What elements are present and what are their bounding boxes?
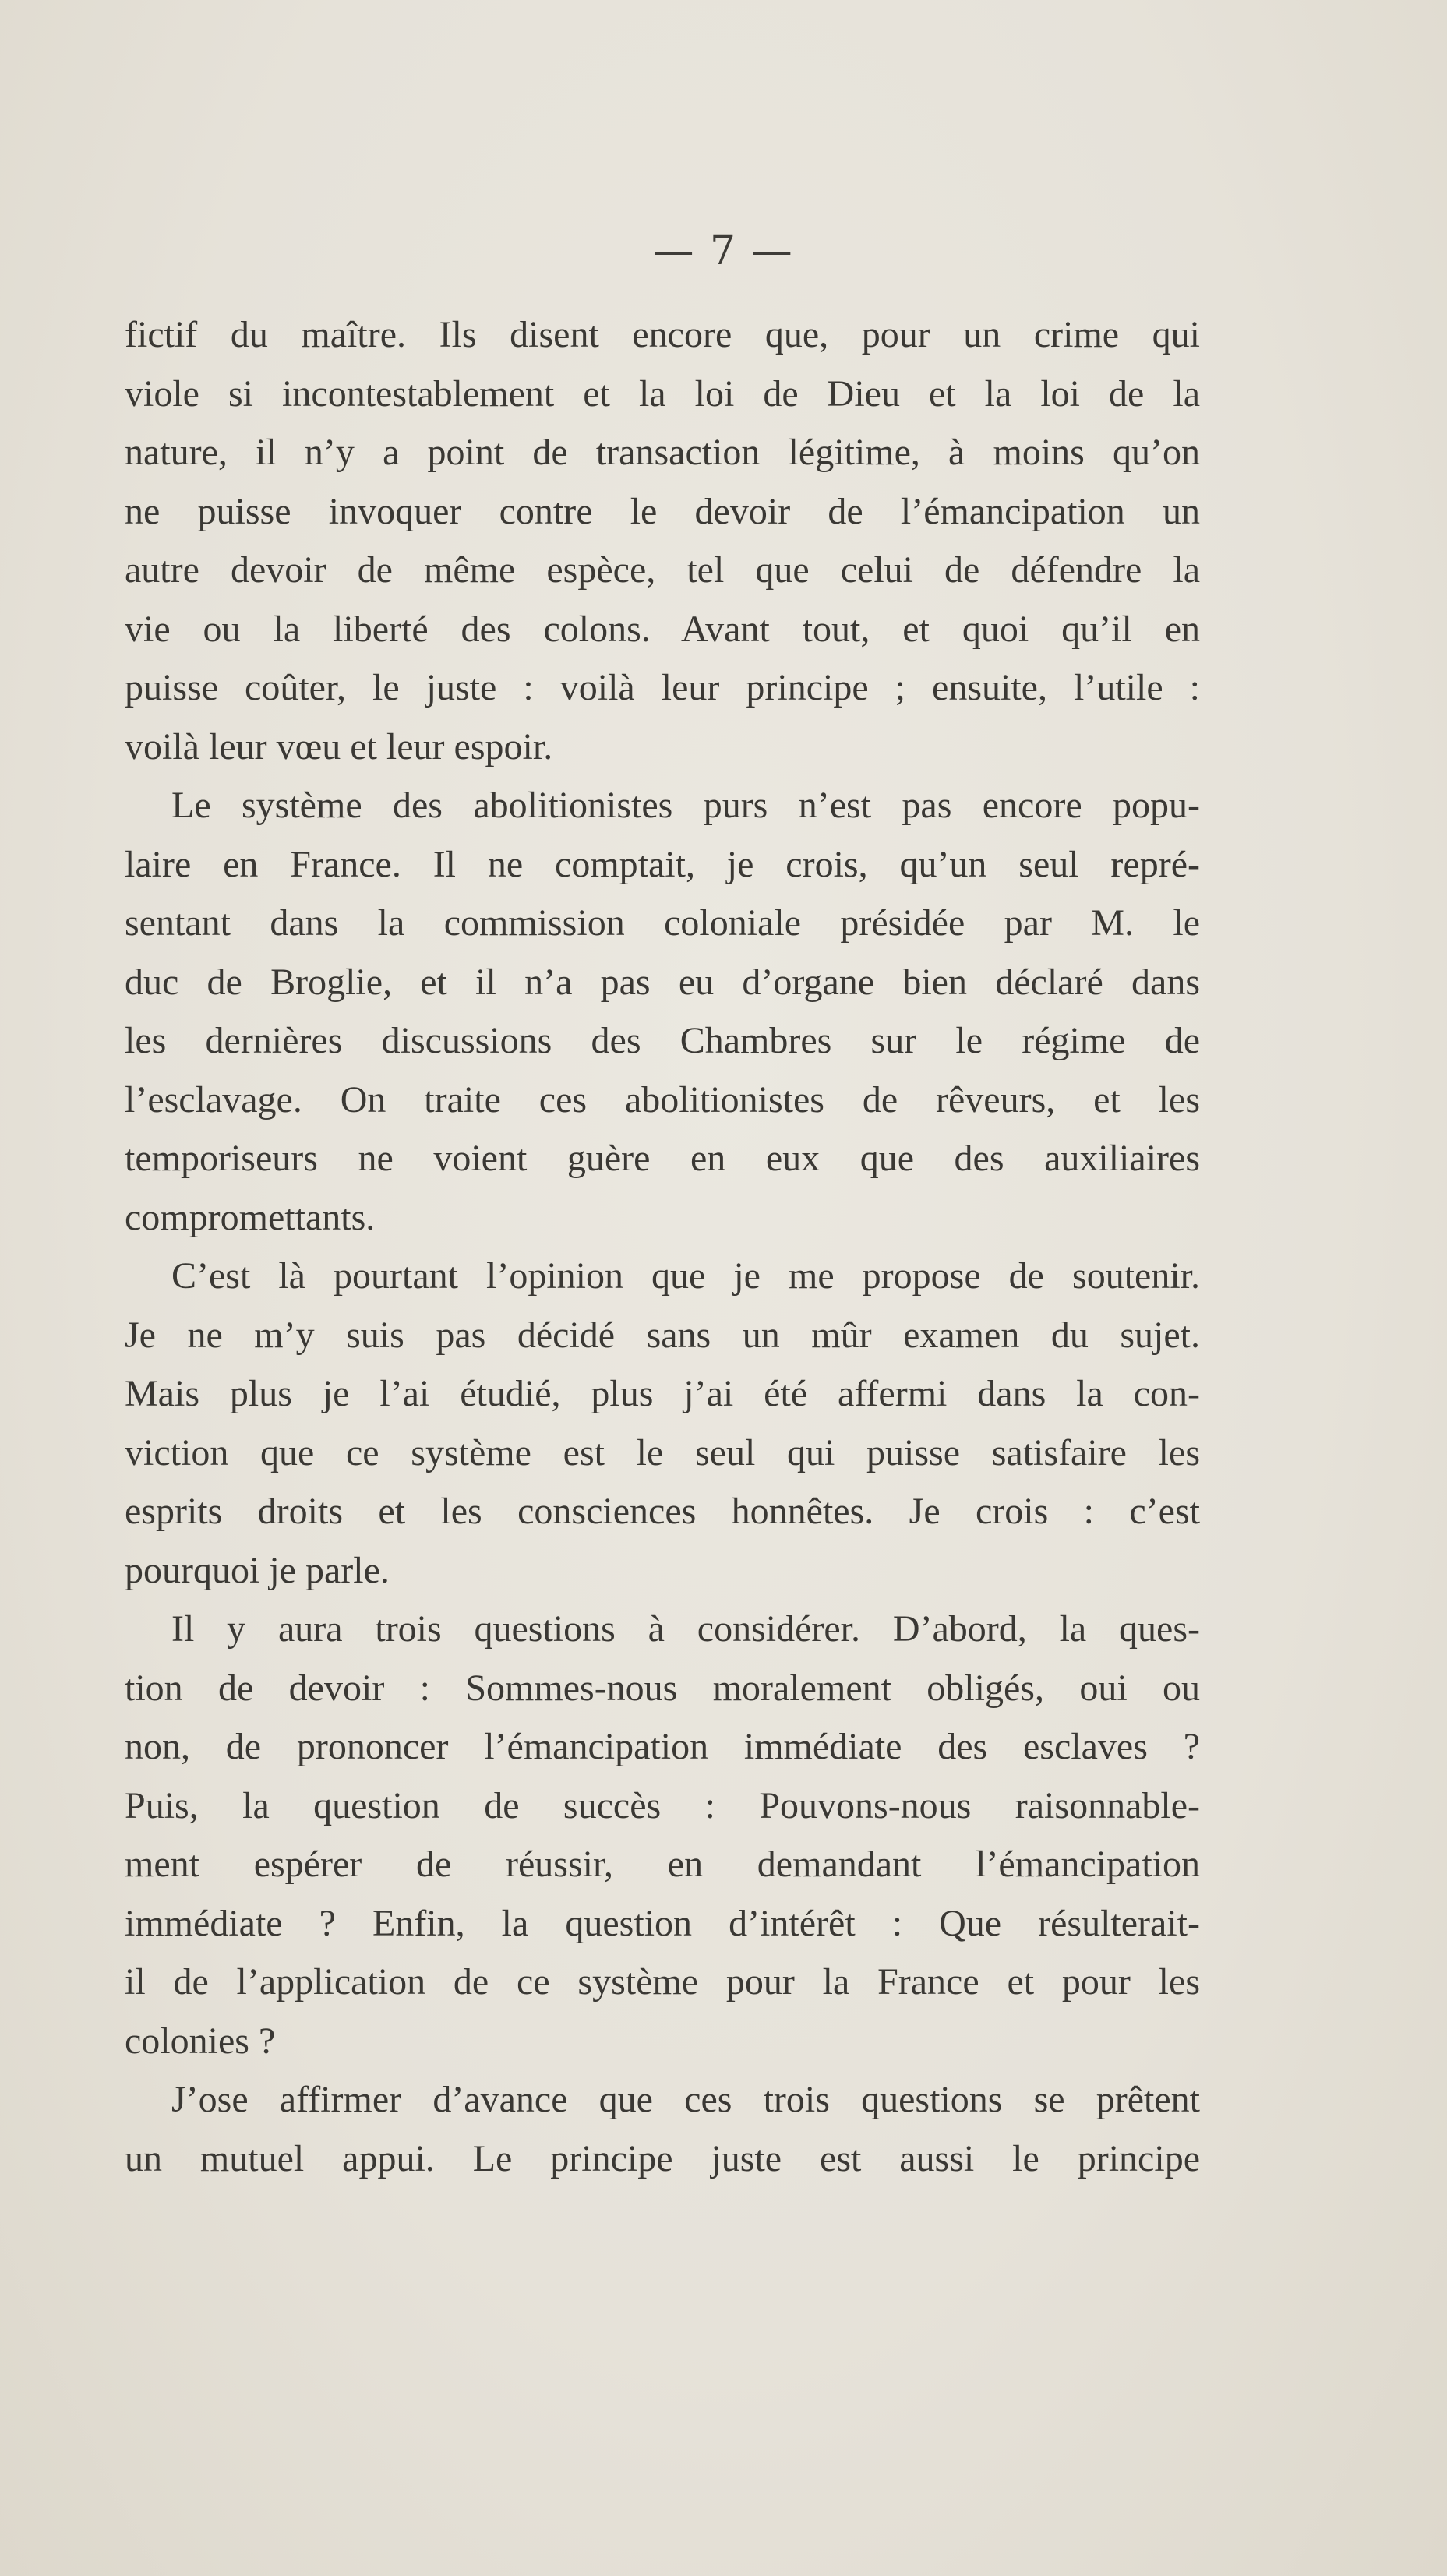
text-line: Il y aura trois questions à considérer. D’abord, la ques- xyxy=(171,1608,1200,1650)
text-line: il de l’application de ce système pour la France et pour les xyxy=(125,1961,1200,2003)
text-line: esprits droits et les consciences honnêtes. Je crois : c’est xyxy=(125,1491,1200,1532)
text-line: puisse coûter, le juste : voilà leur principe ; ensuite, l’utile : xyxy=(125,667,1200,708)
text-line: Mais plus je l’ai étudié, plus j’ai été affermi dans la con- xyxy=(125,1373,1200,1414)
body-text xyxy=(125,305,1200,2188)
text-line: nature, il n’y a point de transaction légitime, à moins qu’on xyxy=(125,432,1200,473)
text-line: colonies ? xyxy=(125,2020,276,2062)
text-line: tion de devoir : Sommes-nous moralement obligés, oui ou xyxy=(125,1667,1200,1709)
text-line: l’esclavage. On traite ces abolitionistes de rêveurs, et les xyxy=(125,1078,1200,1120)
text-line: immédiate ? Enfin, la question d’intérêt : Que résulterait- xyxy=(125,1902,1200,1944)
text-line: pourquoi je parle. xyxy=(125,1549,390,1591)
text-line: C’est là pourtant l’opinion que je me propose de soutenir. xyxy=(171,1255,1200,1297)
text-line: viction que ce système est le seul qui puisse satisfaire les xyxy=(125,1431,1200,1473)
text-line: laire en France. Il ne comptait, je crois, qu’un seul repré- xyxy=(125,843,1200,885)
text-line: vie ou la liberté des colons. Avant tout, et quoi qu’il en xyxy=(125,608,1200,650)
text-line: compromettants. xyxy=(125,1196,376,1238)
page-number: — 7 — xyxy=(653,228,794,274)
text-line: J’ose affirmer d’avance que ces trois questions se prêtent xyxy=(171,2079,1200,2120)
text-line: temporiseurs ne voient guère en eux que des auxiliaires xyxy=(125,1138,1200,1179)
text-line: Je ne m’y suis pas décidé sans un mûr examen du sujet. xyxy=(125,1314,1200,1356)
text-line: voilà leur vœu et leur espoir. xyxy=(125,725,553,768)
text-line: non, de prononcer l’émancipation immédiate des esclaves ? xyxy=(125,1726,1200,1767)
text-line: les dernières discussions des Chambres sur le régime de xyxy=(125,1020,1200,1061)
text-line: ne puisse invoquer contre le devoir de l’émancipation un xyxy=(125,490,1200,532)
text-line: Puis, la question de succès : Pouvons-nous raisonnable- xyxy=(125,1784,1200,1826)
text-line: ment espérer de réussir, en demandant l’émancipation xyxy=(125,1844,1200,1885)
text-line: Le système des abolitionistes purs n’est pas encore popu- xyxy=(171,785,1200,826)
text-line: autre devoir de même espèce, tel que celui de défendre la xyxy=(125,549,1200,591)
text-line: duc de Broglie, et il n’a pas eu d’organe bien déclaré dans xyxy=(125,961,1200,1003)
text-line: fictif du maître. Ils disent encore que, pour un crime qui xyxy=(125,314,1200,355)
text-line: viole si incontestablement et la loi de Dieu et la loi de la xyxy=(125,372,1200,415)
text-line: sentant dans la commission coloniale présidée par M. le xyxy=(125,902,1200,944)
text-line: un mutuel appui. Le principe juste est aussi le principe xyxy=(125,2137,1200,2179)
